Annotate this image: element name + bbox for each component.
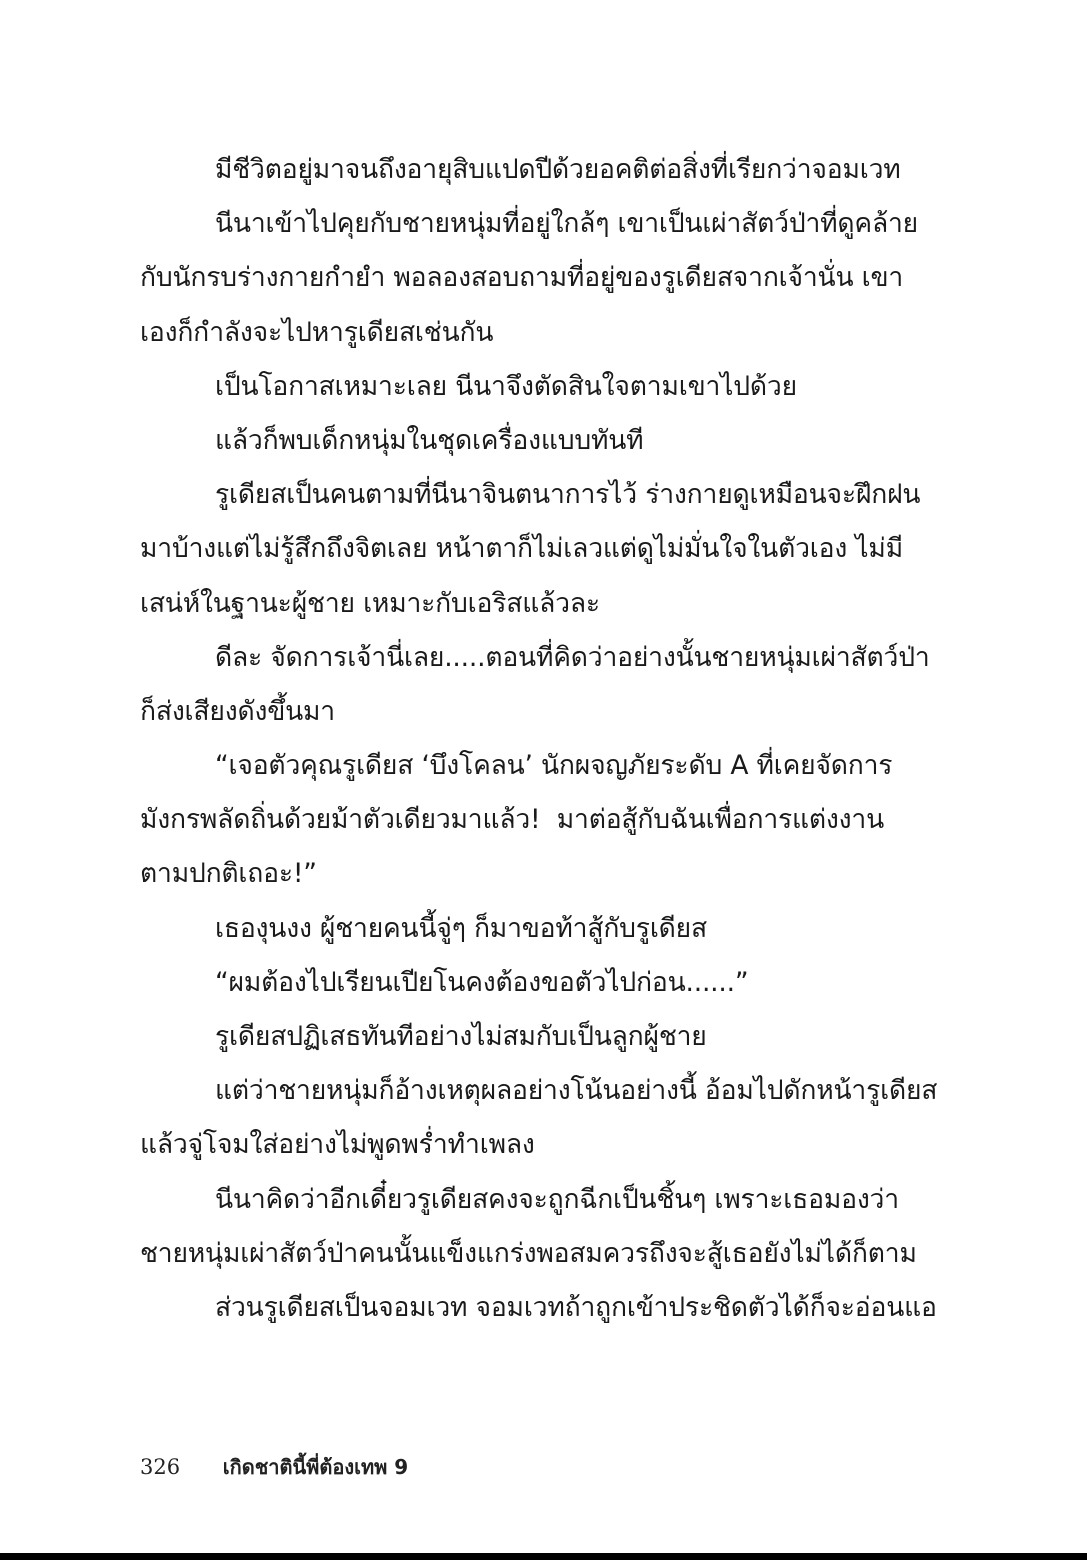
text-line: ก็ส่งเสียงดังขึ้นมา xyxy=(140,695,335,727)
text-line: ตามปกติเถอะ!” xyxy=(140,858,317,890)
text-line: รูเดียสปฏิเสธทันทีอย่างไม่สมกับเป็นลูกผู้ชาย xyxy=(215,1021,707,1052)
bottom-border xyxy=(0,1553,1087,1560)
text-line: เสน่ห์ในฐานะผู้ชาย เหมาะกับเอริสแล้วละ xyxy=(140,587,600,619)
text-line: มีชีวิตอยู่มาจนถึงอายุสิบแปดปีด้วยอคติต่อสิ่งที่เรียกว่าจอมเวท xyxy=(215,154,901,185)
page-number: 326 xyxy=(140,1455,181,1479)
text-line: นีนาเข้าไปคุยกับชายหนุ่มที่อยู่ใกล้ๆ เขาเป็นเผ่าสัตว์ป่าที่ดูคล้าย xyxy=(215,208,919,240)
running-title: เกิดชาตินี้พี่ต้องเทพ 9 xyxy=(222,1455,409,1479)
text-line: “ผมต้องไปเรียนเปียโนคงต้องขอตัวไปก่อน......” xyxy=(215,966,749,998)
text-line: กับนักรบร่างกายกำยำ พอลองสอบถามที่อยู่ของรูเดียสจากเจ้านั่น เขา xyxy=(140,262,904,294)
text-line: เป็นโอกาสเหมาะเลย นีนาจึงตัดสินใจตามเขาไปด้วย xyxy=(215,370,797,402)
text-line: มังกรพลัดถิ่นด้วยม้าตัวเดียวมาแล้ว! มาต่อสู้กับฉันเพื่อการแต่งงาน xyxy=(140,804,884,836)
text-line: แล้วก็พบเด็กหนุ่มในชุดเครื่องแบบทันที xyxy=(215,424,644,456)
text-line: เองก็กำลังจะไปหารูเดียสเช่นกัน xyxy=(140,316,494,348)
text-line: ชายหนุ่มเผ่าสัตว์ป่าคนนั้นแข็งแกร่งพอสมควรถึงจะสู้เธอยังไม่ได้ก็ตาม xyxy=(140,1237,917,1269)
page-footer xyxy=(140,1449,408,1485)
text-line: เธองุนงง ผู้ชายคนนี้จู่ๆ ก็มาขอท้าสู้กับรูเดียส xyxy=(215,912,707,944)
text-line: นีนาคิดว่าอีกเดี๋ยวรูเดียสคงจะถูกฉีกเป็นชิ้นๆ เพราะเธอมองว่า xyxy=(215,1183,899,1215)
text-line: รูเดียสเป็นคนตามที่นีนาจินตนาการไว้ ร่างกายดูเหมือนจะฝึกฝน xyxy=(215,479,921,511)
body-text xyxy=(140,143,938,1335)
text-line: ดีละ จัดการเจ้านี่เลย.....ตอนที่คิดว่าอย่างนั้นชายหนุ่มเผ่าสัตว์ป่า xyxy=(215,641,930,673)
text-line: มาบ้างแต่ไม่รู้สึกถึงจิตเลย หน้าตาก็ไม่เลวแต่ดูไม่มั่นใจในตัวเอง ไม่มี xyxy=(140,533,903,565)
text-line: แล้วจู่โจมใส่อย่างไม่พูดพร่ำทำเพลง xyxy=(140,1129,535,1161)
text-line: แต่ว่าชายหนุ่มก็อ้างเหตุผลอย่างโน้นอย่างนี้ อ้อมไปดักหน้ารูเดียส xyxy=(215,1075,938,1107)
text-line: ส่วนรูเดียสเป็นจอมเวท จอมเวทถ้าถูกเข้าประชิดตัวได้ก็จะอ่อนแอ xyxy=(215,1291,937,1323)
text-line: “เจอตัวคุณรูเดียส ‘บึงโคลน’ นักผจญภัยระดับ A ที่เคยจัดการ xyxy=(215,750,893,782)
